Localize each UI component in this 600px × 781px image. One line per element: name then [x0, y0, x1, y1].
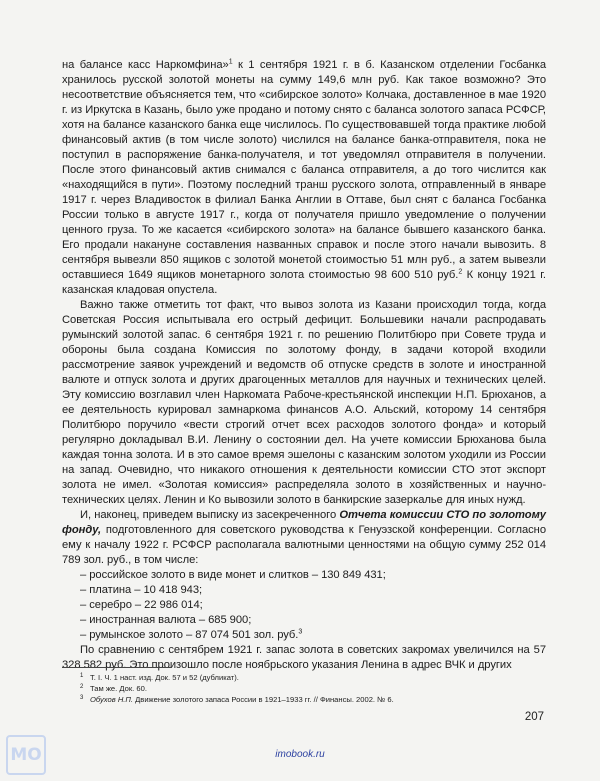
footnote-text: Движение золотого запаса России в 1921–1933 гг. // Финансы. 2002. № 6. [133, 695, 394, 704]
list-item: – серебро – 22 986 014; [80, 599, 203, 611]
footnote-author: Обухов Н.П. [90, 695, 134, 704]
watermark-logo-icon: MO [6, 735, 46, 775]
footnote-ref-3[interactable]: 3 [298, 628, 303, 636]
footnote-1 [80, 672, 540, 683]
footnote-ref-1[interactable]: 1 [228, 58, 233, 66]
report-title-emphasis: Отчета комиссии СТО по золотому фонду, [62, 509, 546, 536]
paragraph-3-text-b: подготовленного для советского руководства к Генуэзской конференции. Согласно ему к началу 1922 г. РСФСР располагала валютными ценностями на общую сумму 252 014 789 зол. руб., в том числе: [62, 524, 546, 566]
paragraph-3-text-a: И, наконец, приведем выписку из засекреченного [80, 509, 340, 521]
footnote-text: Т. I. Ч. 1 наст. изд. Док. 57 и 52 (дубликат). [90, 673, 239, 682]
footnote-number: 1 [80, 673, 84, 679]
footnote-2 [80, 683, 540, 694]
footnote-text: Там же. Док. 60. [90, 684, 147, 693]
footnote-number: 3 [80, 695, 84, 701]
list-item: – российское золото в виде монет и слитков – 130 849 431; [80, 569, 386, 581]
page-number: 207 [524, 711, 544, 723]
list-item-last [62, 628, 546, 643]
site-link[interactable]: imobook.ru [275, 749, 325, 760]
paragraph-1 [62, 58, 546, 298]
footnote-ref-2[interactable]: 2 [458, 268, 463, 276]
footnote-3 [80, 694, 540, 705]
paragraph-1-text-b: к 1 сентября 1921 г. в б. Казанском отделении Госбанка хранилось русской золотой монеты на сумму 149,6 млн руб. Как такое возможно? Это несоответствие объясняется тем, что «сибирское золото» Колчака, доставленное в мае 1920 г. из Иркутска в Казань, было уже продано и потому снято с баланса золотого запаса РСФСР, хотя на балансе казанского банка еще числилось. По существовавшей тогда практике любой финансовый актив (в том числе золото) числился на балансе банка-отправителя, пока не поступил в распоряжение банка-получателя, и тот уведомлял отправителя в получении. После этого финансовый актив снимался с баланса отправителя, а до того числится как «находящийся в пути». Поэтому последний транш русского золота, отправленный в январе 1917 г. через Владивосток в филиал Банка Англии в Оттаве, был снят с баланса Госбанка России только в августе 1917 г., когда от получателя пришло уведомление о получении ценного груза. То же касается «сибирского золота» на балансе бывшего казанского банка. Его продали накануне составления названных справок и после этого начали вывозить. 8 сентября вывезли 850 ящиков с золотой монетой стоимостью 51 млн руб., а затем вывезли оставшиеся 1649 ящиков монетарного золота стоимостью 98 600 510 руб. [62, 59, 546, 281]
paragraph-4: По сравнению с сентябрем 1921 г. запас золота в советских закромах увеличился на 57 328 582 руб. Это произошло после ноябрьского указания Ленина в адрес ВЧК и других [62, 644, 546, 671]
paragraph-2: Важно также отметить тот факт, что вывоз золота из Казани происходил тогда, когда Советская Россия испытывала его острый дефицит. Большевики начали распродавать румынский золотой запас. 6 сентября 1921 г. по решению Политбюро при Совете труда и обороны была создана Комиссия по золотому фонду, в задачи которой входили рассмотрение заявок учреждений и ведомств об отпуске средств в золоте и иностранной валюте и отпуск золота и других драгоценных металлов для научных и технических целей. Эту комиссию возглавил член Наркомата Рабоче-крестьянской инспекции Н.П. Брюханов, а ее деятельность курировал замнаркома финансов А.О. Альский, которому 14 сентября Политбюро поручило «вести строгий отчет всех расходов золотого фонда» и который регулярно докладывал В.И. Ленину о состоянии дел. На учете комиссии Брюханова была каждая тонна золота. И в это самое время эшелоны с казанским золотом уходили из России на запад. Очевидно, что никакого отношения к деятельности комиссии СТО этот экспорт золота не имел. «Золотая комиссия» распределяла золото в хозяйственных и научно-технических целях. Ленин и Ко вывозили золото в банкирские зазеркалье для иных нужд. [62, 299, 546, 506]
paragraph-1-text-c: К концу 1921 г. казанская кладовая опустела. [62, 269, 546, 296]
paragraph-3 [62, 508, 546, 568]
footnote-number: 2 [80, 684, 84, 690]
list-item: – иностранная валюта – 685 900; [80, 614, 252, 626]
page-body [62, 58, 546, 673]
paragraph-1-text-a: на балансе касс Наркомфина» [62, 59, 229, 71]
list-item-text: – румынское золото – 87 074 501 зол. руб. [80, 629, 299, 641]
list-item: – платина – 10 418 943; [80, 584, 203, 596]
footnote-divider [62, 667, 172, 668]
